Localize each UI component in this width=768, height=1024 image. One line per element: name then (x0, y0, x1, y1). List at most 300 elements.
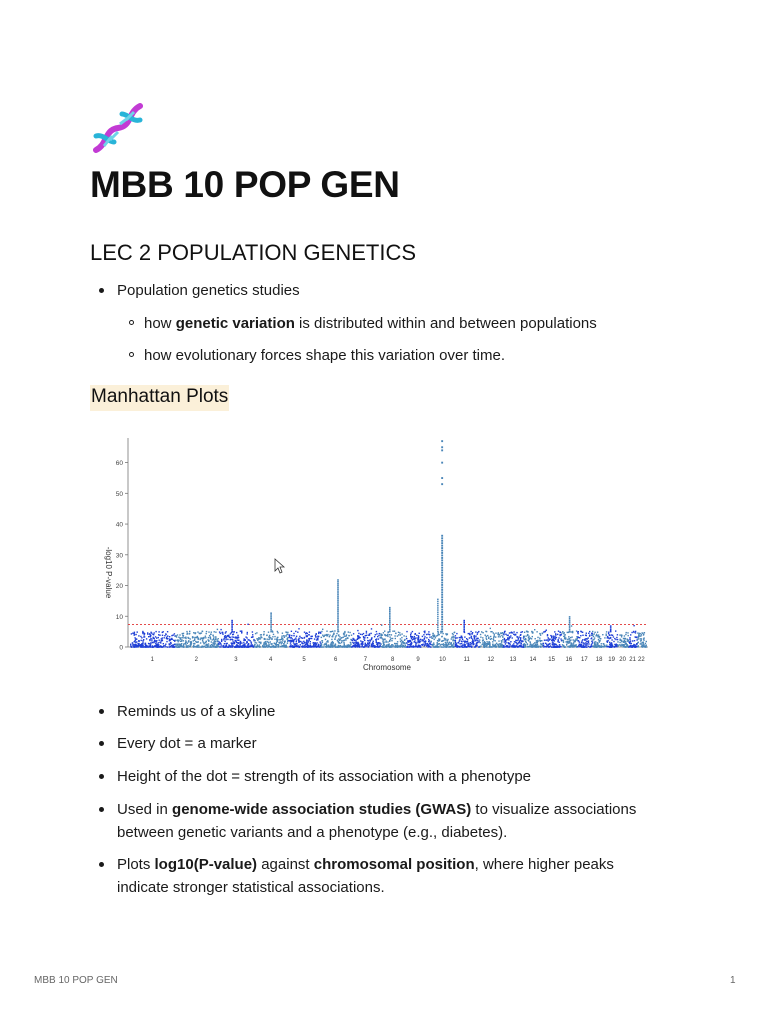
data-point (241, 642, 242, 643)
data-point (371, 638, 372, 639)
data-point (267, 646, 268, 647)
data-point (246, 646, 247, 647)
data-point (215, 638, 216, 639)
data-point (441, 594, 443, 596)
data-point (338, 642, 339, 643)
data-point (591, 637, 592, 638)
data-point (606, 631, 607, 632)
data-point (559, 642, 560, 643)
data-point (362, 642, 363, 643)
data-point (441, 577, 443, 579)
data-point (162, 635, 163, 636)
chromosome-16-points (561, 616, 578, 648)
data-point (282, 633, 283, 634)
data-point (406, 636, 407, 637)
data-point (235, 640, 236, 641)
data-point (555, 633, 556, 634)
data-point (530, 641, 531, 642)
data-point (432, 635, 433, 636)
data-point (396, 645, 397, 646)
data-point (633, 645, 634, 646)
data-point (335, 643, 336, 644)
data-point (597, 632, 598, 633)
data-point (530, 646, 531, 647)
data-point (296, 641, 297, 642)
data-point (518, 639, 519, 640)
data-point (305, 646, 306, 647)
data-point (130, 644, 131, 645)
data-point (262, 645, 263, 646)
chromosome-13-points (503, 631, 525, 648)
data-point (569, 620, 571, 622)
data-point (290, 642, 291, 643)
data-point (450, 643, 451, 644)
data-point (143, 636, 144, 637)
data-point (167, 631, 168, 632)
data-point (498, 645, 499, 646)
data-point (363, 646, 364, 647)
data-point (563, 642, 564, 643)
data-point (504, 632, 505, 633)
data-point (365, 646, 366, 647)
data-point (277, 632, 278, 633)
data-point (193, 640, 194, 641)
data-point (553, 644, 554, 645)
data-point (596, 634, 597, 635)
data-point (154, 632, 155, 633)
data-point (629, 641, 630, 642)
data-point (337, 594, 339, 596)
data-point (630, 646, 631, 647)
data-point (520, 632, 521, 633)
data-point (560, 638, 561, 639)
data-point (382, 646, 383, 647)
data-point (310, 646, 311, 647)
data-point (437, 640, 438, 641)
data-point (423, 644, 424, 645)
data-point (362, 634, 363, 635)
data-point (643, 640, 644, 641)
data-point (203, 643, 204, 644)
data-point (285, 641, 286, 642)
data-point (337, 612, 339, 614)
data-point (332, 631, 333, 632)
data-point (436, 646, 437, 647)
data-point (519, 636, 520, 637)
data-point (399, 632, 400, 633)
data-point (248, 639, 249, 640)
data-point (586, 633, 587, 634)
data-point (418, 645, 419, 646)
data-point (462, 645, 463, 646)
data-point (186, 631, 187, 632)
data-point (401, 640, 402, 641)
data-point (194, 638, 195, 639)
data-point (179, 634, 180, 635)
data-point (430, 643, 431, 644)
data-point (317, 637, 318, 638)
data-point (257, 645, 258, 646)
data-point (441, 626, 443, 628)
data-point (373, 643, 374, 644)
data-point (202, 631, 203, 632)
data-point (612, 635, 613, 636)
data-point (644, 646, 645, 647)
data-point (172, 646, 173, 647)
data-point (343, 640, 344, 641)
data-point (446, 633, 447, 634)
data-point (182, 637, 183, 638)
data-point (607, 636, 608, 637)
data-point (589, 631, 590, 632)
data-point (459, 646, 460, 647)
data-point (141, 640, 142, 641)
data-point (298, 628, 299, 629)
data-point (392, 638, 393, 639)
data-point (515, 641, 516, 642)
data-point (346, 635, 347, 636)
data-point (381, 643, 382, 644)
data-point (414, 636, 415, 637)
data-point (567, 639, 568, 640)
data-point (449, 642, 450, 643)
data-point (270, 627, 272, 629)
data-point (635, 637, 636, 638)
manhattan-plot-svg (92, 432, 670, 678)
data-point (601, 645, 602, 646)
data-point (609, 634, 610, 635)
data-point (441, 552, 443, 554)
data-point (551, 636, 552, 637)
data-point (441, 589, 443, 591)
data-point (437, 627, 439, 629)
data-point (281, 637, 282, 638)
data-point (191, 643, 192, 644)
data-point (180, 639, 181, 640)
data-point (240, 631, 241, 632)
data-point (435, 646, 436, 647)
data-point (568, 642, 569, 643)
data-point (640, 635, 641, 636)
data-point (336, 635, 337, 636)
data-point (634, 640, 635, 641)
data-point (287, 634, 288, 635)
data-point (424, 638, 425, 639)
x-tick-label: 20 (619, 657, 626, 663)
data-point (321, 645, 322, 646)
data-point (503, 645, 504, 646)
data-point (170, 642, 171, 643)
data-point (582, 632, 583, 633)
data-point (368, 646, 369, 647)
data-point (524, 636, 525, 637)
data-point (484, 642, 485, 643)
data-point (183, 640, 184, 641)
data-point (322, 635, 323, 636)
data-point (412, 636, 413, 637)
data-point (428, 639, 429, 640)
data-point (475, 631, 476, 632)
data-point (478, 631, 479, 632)
data-point (349, 645, 350, 646)
data-point (339, 646, 340, 647)
data-point (573, 646, 574, 647)
data-point (327, 634, 328, 635)
data-point (525, 635, 526, 636)
data-point (271, 638, 272, 639)
data-point (376, 633, 377, 634)
data-point (598, 636, 599, 637)
data-point (584, 640, 585, 641)
data-point (271, 646, 272, 647)
data-point (576, 630, 577, 631)
data-point (215, 632, 216, 633)
data-point (536, 631, 537, 632)
data-point (570, 637, 571, 638)
data-point (480, 634, 481, 635)
data-point (452, 645, 453, 646)
data-point (564, 638, 565, 639)
data-point (175, 644, 176, 645)
data-point (407, 646, 408, 647)
data-point (286, 646, 287, 647)
data-point (414, 639, 415, 640)
data-point (190, 638, 191, 639)
data-point (374, 646, 375, 647)
data-point (425, 643, 426, 644)
data-point (539, 638, 540, 639)
data-point (135, 639, 136, 640)
data-point (334, 646, 335, 647)
data-point (199, 633, 200, 634)
data-point (159, 640, 160, 641)
data-point (219, 631, 220, 632)
data-point (318, 633, 319, 634)
data-point (293, 646, 294, 647)
data-point (620, 640, 621, 641)
data-point (579, 641, 580, 642)
data-point (337, 607, 339, 609)
data-point (577, 646, 578, 647)
data-point (611, 645, 612, 646)
data-point (493, 632, 494, 633)
data-point (596, 646, 597, 647)
data-point (528, 637, 529, 638)
data-point (424, 631, 425, 632)
data-point (437, 624, 439, 626)
data-point (643, 637, 644, 638)
x-tick-label: 8 (391, 657, 395, 663)
data-point (278, 645, 279, 646)
data-point (563, 633, 564, 634)
data-point (297, 646, 298, 647)
data-point (378, 638, 379, 639)
data-point (544, 631, 545, 632)
data-point (446, 646, 447, 647)
data-point (585, 635, 586, 636)
data-point (208, 637, 209, 638)
data-point (274, 636, 275, 637)
data-point (505, 634, 506, 635)
data-point (155, 641, 156, 642)
data-point (524, 639, 525, 640)
data-point (183, 646, 184, 647)
data-point (559, 631, 560, 632)
data-point (337, 601, 339, 603)
data-point (291, 635, 292, 636)
data-point (464, 646, 465, 647)
data-point (452, 638, 453, 639)
list-item: Reminds us of a skyline (117, 700, 275, 723)
data-point (441, 641, 442, 642)
data-point (337, 579, 339, 581)
chromosome-7-points (351, 628, 381, 648)
data-point (496, 643, 497, 644)
data-point (379, 645, 380, 646)
x-tick-label: 15 (548, 657, 555, 663)
data-point (404, 646, 405, 647)
data-point (220, 629, 221, 630)
data-point (213, 643, 214, 644)
data-point (513, 634, 514, 635)
data-point (444, 639, 445, 640)
data-point (301, 642, 302, 643)
data-point (468, 633, 469, 634)
data-point (447, 639, 448, 640)
data-point (285, 645, 286, 646)
data-point (237, 636, 238, 637)
data-point (509, 643, 510, 644)
data-point (268, 644, 269, 645)
data-point (264, 645, 265, 646)
data-point (574, 645, 575, 646)
data-point (270, 612, 272, 614)
chromosome-5-points (288, 628, 321, 648)
data-point (343, 646, 344, 647)
data-point (218, 641, 219, 642)
data-point (645, 643, 646, 644)
data-point (264, 642, 265, 643)
data-point (389, 634, 390, 635)
bullet-icon (99, 709, 104, 714)
y-tick-label: 60 (115, 460, 123, 468)
data-point (427, 646, 428, 647)
data-point (166, 638, 167, 639)
data-point (645, 644, 646, 645)
x-tick-label: 4 (269, 657, 273, 663)
data-point (386, 645, 387, 646)
chromosome-22-points (637, 632, 647, 648)
data-point (554, 637, 555, 638)
data-point (595, 635, 596, 636)
data-point (246, 637, 247, 638)
data-point (619, 642, 620, 643)
data-point (419, 633, 420, 634)
data-point (382, 641, 383, 642)
x-tick-label: 13 (509, 657, 517, 663)
data-point (383, 642, 384, 643)
data-point (500, 643, 501, 644)
data-point (459, 641, 460, 642)
data-point (357, 637, 358, 638)
data-point (356, 645, 357, 646)
data-point (643, 644, 644, 645)
data-point (527, 646, 528, 647)
data-point (514, 645, 515, 646)
data-point (248, 643, 249, 644)
data-point (637, 632, 638, 633)
data-point (236, 632, 237, 633)
data-point (570, 631, 571, 632)
data-point (437, 599, 439, 601)
data-point (328, 645, 329, 646)
data-point (559, 644, 560, 645)
data-point (182, 635, 183, 636)
data-point (213, 639, 214, 640)
data-point (592, 631, 593, 632)
data-point (412, 639, 413, 640)
y-tick-label: 0 (119, 644, 123, 652)
data-point (569, 625, 571, 627)
data-point (453, 642, 454, 643)
data-point (463, 627, 465, 629)
data-point (611, 643, 612, 644)
data-point (476, 638, 477, 639)
data-point (323, 636, 324, 637)
data-point (269, 638, 270, 639)
data-point (255, 642, 256, 643)
data-point (441, 564, 443, 566)
data-point (309, 631, 310, 632)
data-point (525, 646, 526, 647)
data-point (521, 643, 522, 644)
data-point (337, 641, 338, 642)
bullet-icon (99, 807, 104, 812)
data-point (243, 638, 244, 639)
data-point (493, 637, 494, 638)
data-point (185, 644, 186, 645)
data-point (581, 642, 582, 643)
data-point (292, 646, 293, 647)
data-point (378, 642, 379, 643)
data-point (475, 635, 476, 636)
data-point (261, 637, 262, 638)
data-point (599, 637, 600, 638)
data-point (322, 642, 323, 643)
list-item: Used in genome-wide association studies (GWAS) to visualize associations between genetic variants and a phenotype (e.g., diabetes). (117, 798, 677, 844)
data-point (337, 631, 339, 633)
data-point (132, 642, 133, 643)
data-point (441, 614, 443, 616)
data-point (471, 633, 472, 634)
data-point (334, 639, 335, 640)
data-point (452, 633, 453, 634)
data-point (225, 639, 226, 640)
data-point (518, 646, 519, 647)
data-point (183, 637, 184, 638)
data-point (165, 644, 166, 645)
data-point (297, 632, 298, 633)
data-point (281, 636, 282, 637)
data-point (509, 632, 510, 633)
data-point (623, 641, 624, 642)
data-point (555, 638, 556, 639)
data-point (632, 640, 633, 641)
data-point (150, 646, 151, 647)
data-point (276, 645, 277, 646)
data-point (470, 644, 471, 645)
data-point (468, 644, 469, 645)
